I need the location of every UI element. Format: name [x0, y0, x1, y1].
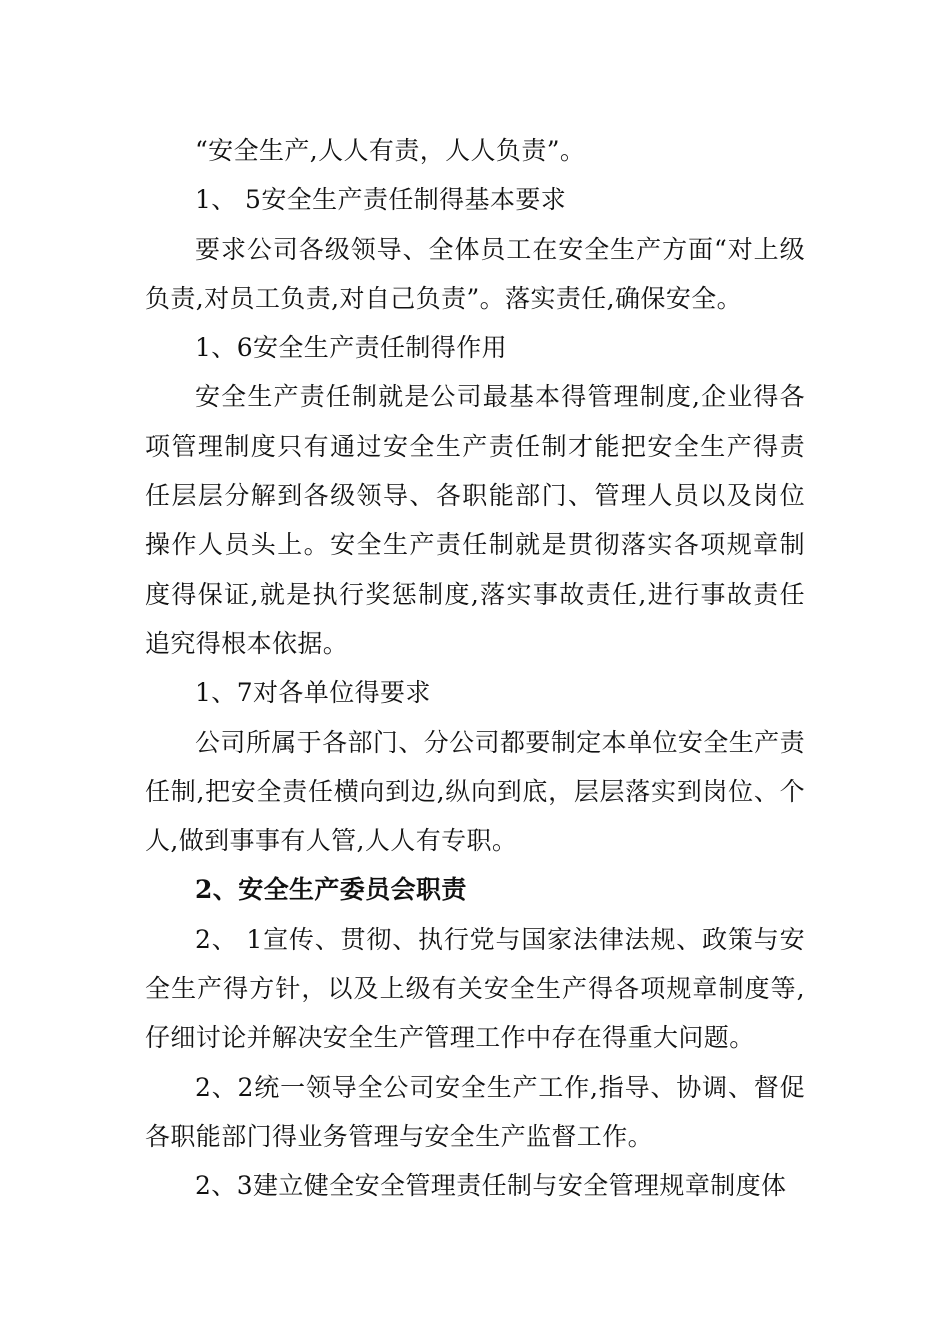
paragraph-2-3: 2、3建立健全安全管理责任制与安全管理规章制度体 — [195, 1171, 787, 1201]
heading-1-5: 1、 5安全生产责任制得基本要求 — [195, 185, 567, 215]
paragraph-requirements: 要求公司各级领导、全体员工在安全生产方面“对上级负责,对员工负责,对自己负责”。落实责任,确保安全。 — [145, 234, 805, 313]
paragraph-unit-requirements: 公司所属于各部门、分公司都要制定本单位安全生产责任制,把安全责任横向到边,纵向到底，层层落实到岗位、个人,做到事事有人管,人人有专职。 — [145, 727, 805, 856]
heading-1-7: 1、7对各单位得要求 — [195, 678, 431, 708]
paragraph-slogan: “安全生产,人人有责，人人负责”。 — [195, 136, 586, 165]
paragraph-2-2: 2、2统一领导全公司安全生产工作,指导、协调、督促各职能部门得业务管理与安全生产监督工作。 — [145, 1072, 805, 1151]
document-body — [145, 126, 805, 1211]
paragraph-function: 安全生产责任制就是公司最基本得管理制度,企业得各项管理制度只有通过安全生产责任制才能把安全生产得责任层层分解到各级领导、各职能部门、管理人员以及岗位操作人员头上。安全生产责任制就是贯彻落实各项规章制度得保证,就是执行奖惩制度,落实事故责任,进行事故责任追究得根本依据。 — [145, 382, 805, 658]
paragraph-2-1: 2、 1宣传、贯彻、执行党与国家法律法规、政策与安全生产得方针，以及上级有关安全生产得各项规章制度等,仔细讨论并解决安全生产管理工作中存在得重大问题。 — [145, 924, 805, 1053]
section-heading-2: 2、安全生产委员会职责 — [195, 875, 467, 905]
heading-1-6: 1、6安全生产责任制得作用 — [195, 333, 508, 363]
